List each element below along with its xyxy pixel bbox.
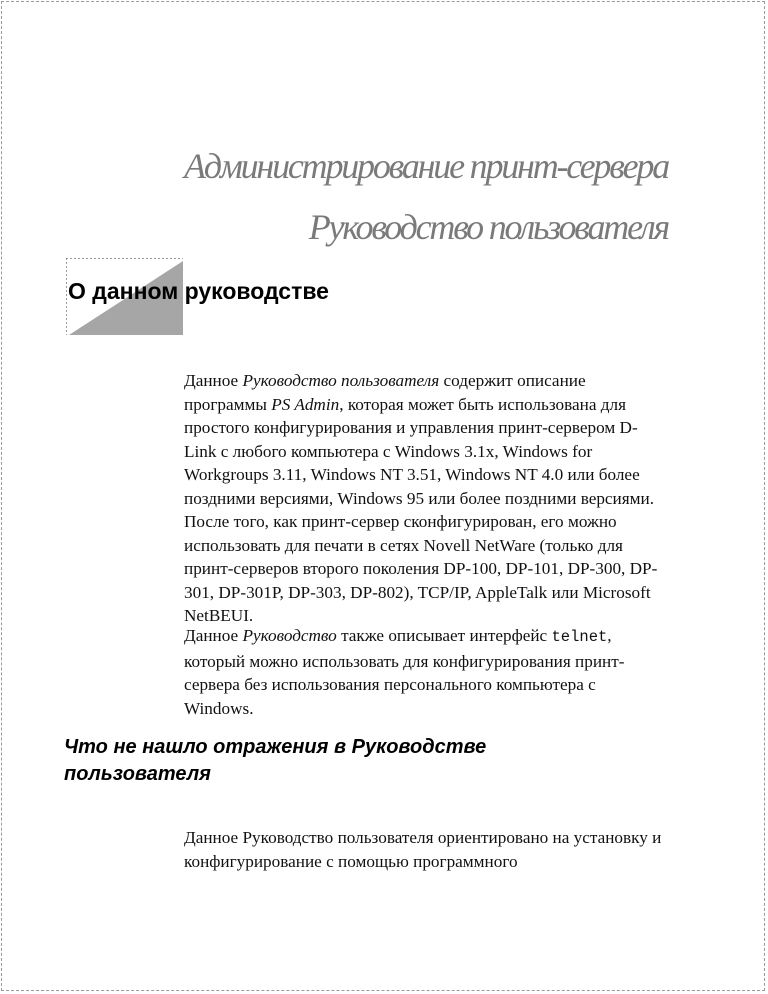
section-heading: О данном руководстве: [68, 278, 329, 304]
text-run: Данное: [184, 371, 243, 390]
italic-run: Руководство пользователя: [242, 371, 440, 390]
subsection-heading: Что не нашло отражения в Руководстве пользователя: [64, 736, 487, 785]
text-run: содержит описание программы: [184, 371, 586, 414]
text-run: , которая может быть использована для простого конфигурирования и управления принт-сервером D-Link с любого компьютера с Windows 3.1x, Windows for Workgroups 3.11, Windows NT 3.51, Windows NT 4.0 или более поздними версиями, Windows 95 или более поздними версиями. После того, как принт-сервер сконфигурирован, его можно использовать для печати в сетях Novell NetWare (только для принт-серверов второго поколения DP-100, DP-101, DP-300, DP-301, DP-301P, DP-303, DP-802), TCP/IP, AppleTalk или Microsoft NetBEUI.: [184, 394, 658, 625]
telnet-paragraph: [184, 624, 664, 720]
text-run: также описывает интерфейс: [336, 626, 552, 645]
subsection-paragraph: Данное Руководство пользователя ориентировано на установку и конфигурирование с помощью программного: [184, 828, 662, 871]
intro-paragraph: [184, 369, 664, 628]
code-run: telnet: [551, 628, 608, 646]
document-title: Администрирование принт-сервера: [184, 146, 668, 186]
italic-run: Руководство: [242, 626, 337, 645]
italic-run: PS Admin: [271, 394, 340, 414]
text-run: , который можно использовать для конфигурирования принт-сервера без использования персонального компьютера с Windows.: [184, 626, 625, 718]
document-subtitle: Руководство пользователя: [308, 207, 668, 247]
text-run: Данное: [184, 626, 243, 645]
